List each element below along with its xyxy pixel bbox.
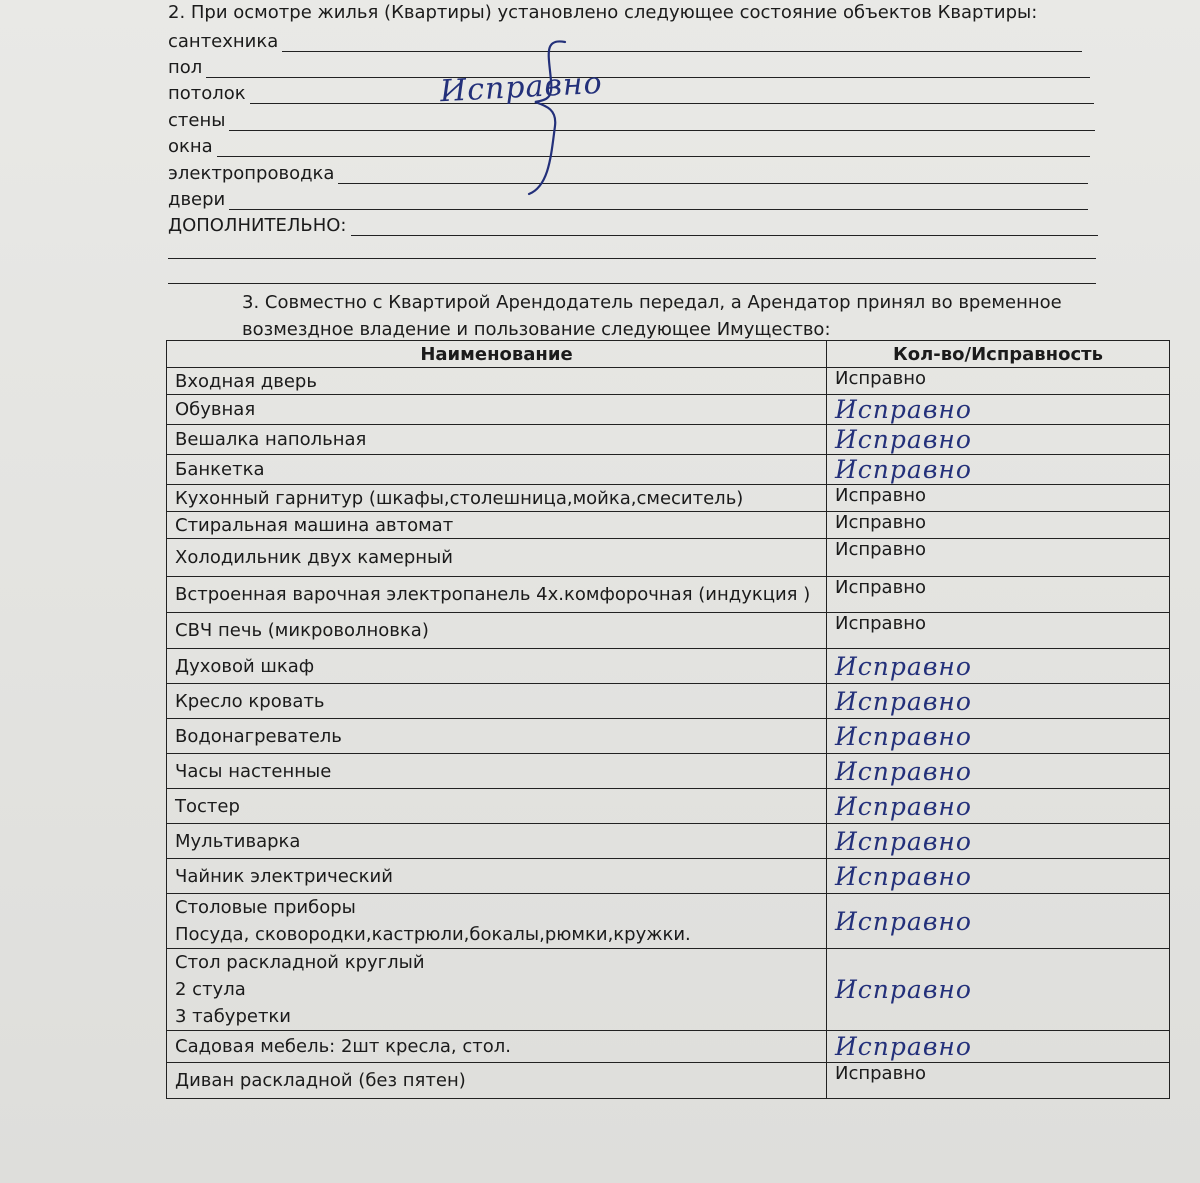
item-status: Исправно: [827, 754, 1170, 789]
table-row: [167, 1063, 1170, 1099]
item-name: Часы настенные: [167, 754, 827, 789]
table-row: [167, 684, 1170, 719]
fill-line: [206, 59, 1090, 78]
table-row: [167, 894, 1170, 949]
table-row: [167, 395, 1170, 425]
table-row: [167, 512, 1170, 539]
table-row: [167, 754, 1170, 789]
item-name: Кухонный гарнитур (шкафы,столешница,мойка,смеситель): [167, 485, 827, 512]
item-name-line: 3 табуретки: [175, 1006, 291, 1027]
item-status: Исправно: [827, 368, 1170, 395]
item-name: Встроенная варочная электропанель 4х.комфорочная (индукция ): [167, 577, 827, 613]
item-name: Мультиварка: [167, 824, 827, 859]
field-floor: [168, 54, 1090, 78]
fill-line: [229, 112, 1095, 131]
fill-line: [351, 217, 1099, 236]
blank-line: [168, 258, 1096, 259]
item-status: Исправно: [827, 684, 1170, 719]
item-name: Духовой шкаф: [167, 649, 827, 684]
item-name-line: 2 стула: [175, 979, 246, 1000]
table-row: [167, 949, 1170, 1031]
field-doors: [168, 186, 1088, 210]
item-name: [167, 894, 827, 949]
item-status: Исправно: [827, 539, 1170, 577]
field-plumbing: [168, 28, 1082, 52]
item-status: Исправно: [827, 455, 1170, 485]
item-status: Исправно: [827, 719, 1170, 754]
item-name-line: Стол раскладной круглый: [175, 952, 425, 973]
field-ceiling: [168, 80, 1094, 104]
item-status: Исправно: [827, 894, 1170, 949]
item-name: Кресло кровать: [167, 684, 827, 719]
item-name: Диван раскладной (без пятен): [167, 1063, 827, 1099]
item-name: Садовая мебель: 2шт кресла, стол.: [167, 1031, 827, 1063]
table-row: [167, 368, 1170, 395]
handwritten-brace: [523, 36, 583, 206]
item-status: Исправно: [827, 824, 1170, 859]
item-status: Исправно: [827, 577, 1170, 613]
fill-line: [217, 138, 1090, 157]
item-name: Тостер: [167, 789, 827, 824]
item-name-line: Столовые приборы: [175, 897, 356, 918]
property-table: [166, 340, 1170, 1099]
item-status: Исправно: [827, 1031, 1170, 1063]
item-name: Обувная: [167, 395, 827, 425]
table-row: [167, 613, 1170, 649]
section-3-title: [242, 289, 1062, 343]
item-name: Входная дверь: [167, 368, 827, 395]
item-status: Исправно: [827, 1063, 1170, 1099]
item-status: Исправно: [827, 789, 1170, 824]
handwritten-status: Исправно: [439, 65, 604, 110]
item-status: Исправно: [827, 949, 1170, 1031]
item-status: Исправно: [827, 649, 1170, 684]
section-3-title-line1: 3. Совместно с Квартирой Арендодатель передал, а Арендатор принял во временное: [242, 292, 1062, 313]
table-row: [167, 719, 1170, 754]
table-row: [167, 577, 1170, 613]
item-status: Исправно: [827, 425, 1170, 455]
table-row: [167, 485, 1170, 512]
header-status: Кол-во/Исправность: [827, 341, 1170, 368]
item-status: Исправно: [827, 512, 1170, 539]
table-row: [167, 824, 1170, 859]
field-wiring: [168, 160, 1088, 184]
item-name: Вешалка напольная: [167, 425, 827, 455]
field-label: пол: [168, 57, 203, 78]
field-label: двери: [168, 189, 226, 210]
table-row: [167, 789, 1170, 824]
field-label: ДОПОЛНИТЕЛЬНО:: [168, 215, 347, 236]
fill-line: [229, 191, 1088, 210]
fill-line: [338, 165, 1088, 184]
field-label: потолок: [168, 83, 246, 104]
table-row: [167, 539, 1170, 577]
table-row: [167, 649, 1170, 684]
field-label: окна: [168, 136, 213, 157]
table-row: [167, 455, 1170, 485]
item-name: Чайник электрический: [167, 859, 827, 894]
field-label: электропроводка: [168, 163, 335, 184]
field-additional: [168, 212, 1098, 236]
blank-line: [168, 283, 1096, 284]
item-name: Стиральная машина автомат: [167, 512, 827, 539]
item-name: Холодильник двух камерный: [167, 539, 827, 577]
fill-line: [282, 33, 1082, 52]
item-status: Исправно: [827, 613, 1170, 649]
fill-line: [250, 85, 1094, 104]
field-label: стены: [168, 110, 226, 131]
table-row: [167, 425, 1170, 455]
field-label: сантехника: [168, 31, 279, 52]
table-row: [167, 859, 1170, 894]
field-walls: [168, 107, 1095, 131]
item-name: Банкетка: [167, 455, 827, 485]
table-body: [167, 368, 1170, 1099]
item-name: [167, 949, 827, 1031]
item-status: Исправно: [827, 395, 1170, 425]
item-status: Исправно: [827, 859, 1170, 894]
header-name: Наименование: [167, 341, 827, 368]
item-name-line: Посуда, сковородки,кастрюли,бокалы,рюмки,кружки.: [175, 924, 691, 945]
table-header-row: [167, 341, 1170, 368]
field-windows: [168, 133, 1090, 157]
item-name: Водонагреватель: [167, 719, 827, 754]
item-name: СВЧ печь (микроволновка): [167, 613, 827, 649]
section-3-title-line2: возмездное владение и пользование следующее Имущество:: [242, 319, 831, 340]
table-row: [167, 1031, 1170, 1063]
item-status: Исправно: [827, 485, 1170, 512]
section-2-title: 2. При осмотре жилья (Квартиры) установлено следующее состояние объектов Квартиры:: [168, 2, 1038, 23]
